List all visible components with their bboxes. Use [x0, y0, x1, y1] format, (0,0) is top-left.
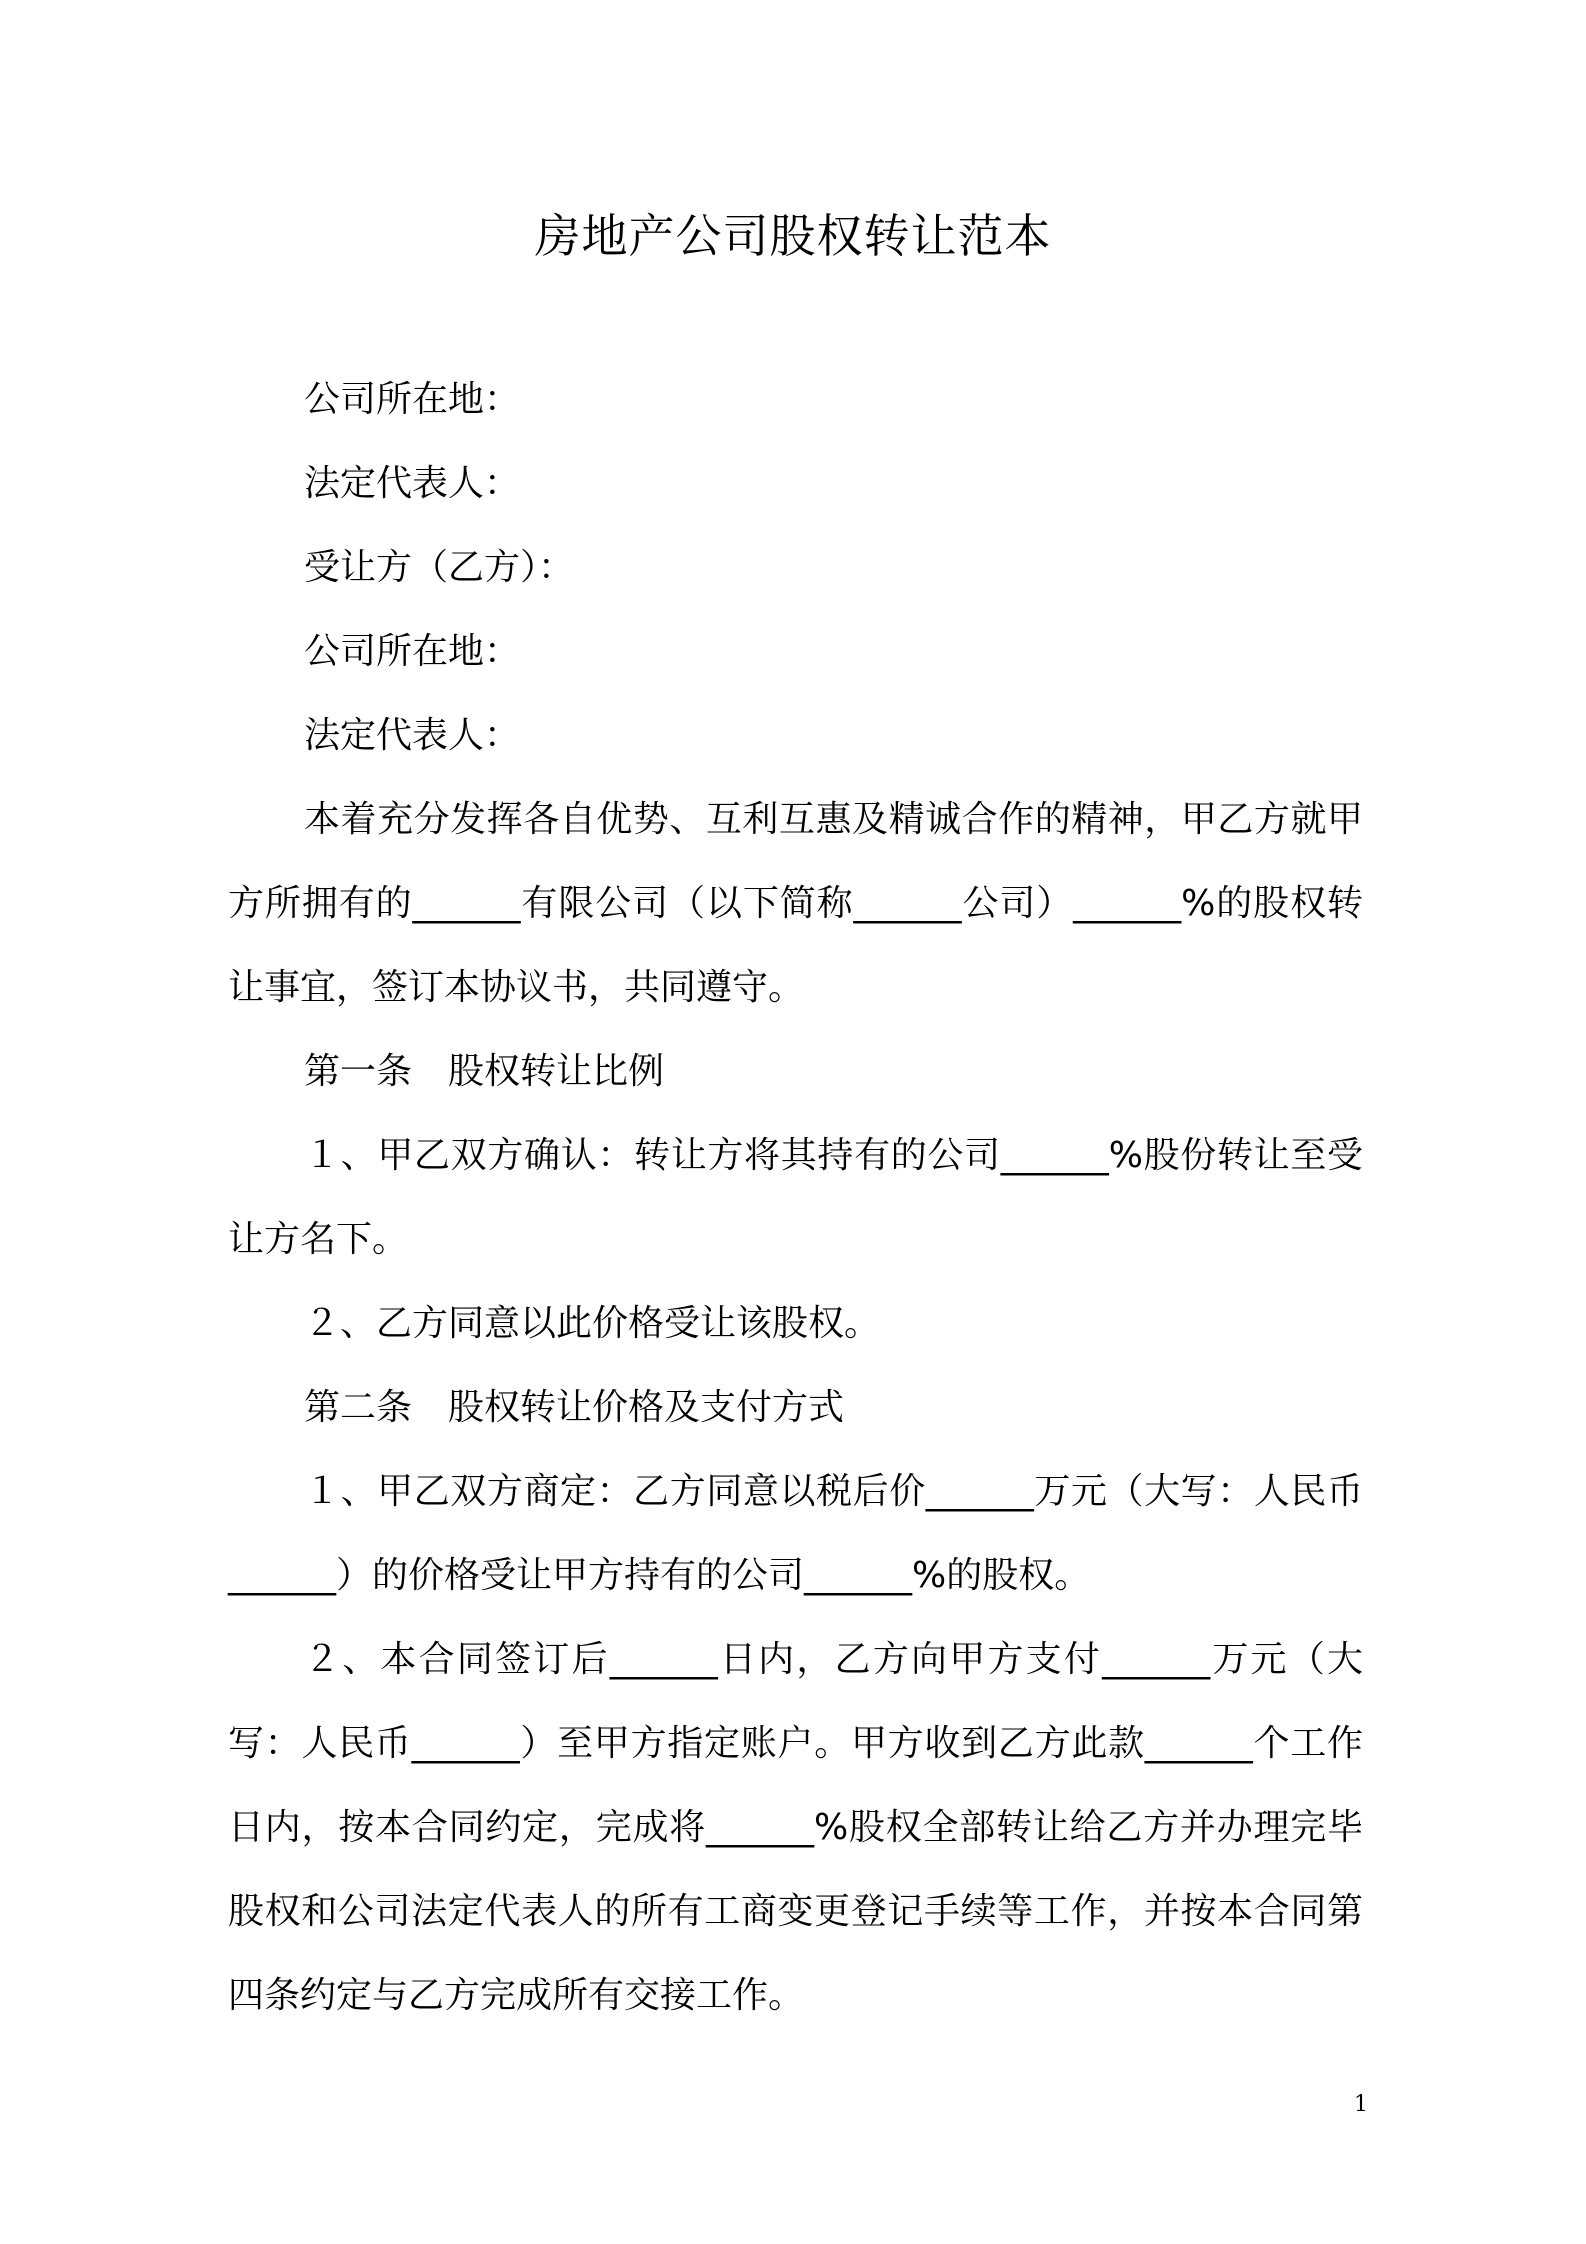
legal-representative-field-2: 法定代表人：: [304, 715, 521, 756]
preamble-paragraph: 本着充分发挥各自优势、互利互惠及精诚合作的精神，甲乙方就甲方所拥有的______有限公司（以下简称______公司）______%的股权转让事宜，签订本协议书，共同遵守。: [228, 799, 1363, 1008]
document-title: 房地产公司股权转让范本: [534, 209, 1052, 263]
page-number: 1: [1354, 2092, 1368, 2117]
article-two-heading: 第二条 股权转让价格及支付方式: [304, 1387, 845, 1428]
article-one-clause-1: １、甲乙双方确认：转让方将其持有的公司______%股份转让至受让方名下。: [228, 1135, 1363, 1260]
company-location-field-2: 公司所在地：: [304, 631, 521, 672]
article-one-heading: 第一条 股权转让比例: [304, 1051, 665, 1092]
transferee-field: 受让方（乙方）：: [304, 547, 575, 588]
article-two-clause-1: １、甲乙双方商定：乙方同意以税后价______万元（大写：人民币______）的价格受让甲方持有的公司______%的股权。: [228, 1471, 1363, 1596]
article-two-clause-2: ２、本合同签订后______日内，乙方向甲方支付______万元（大写：人民币______）至甲方指定账户。甲方收到乙方此款______个工作日内，按本合同约定，完成将______%股权全部转让给乙方并办理完毕股权和公司法定代表人的所有工商变更登记手续等工作，并按本合同第四条约定与乙方完成所有交接工作。: [228, 1639, 1363, 2016]
company-location-field-1: 公司所在地：: [304, 379, 521, 420]
article-one-clause-2: ２、乙方同意以此价格受让该股权。: [304, 1303, 881, 1344]
legal-representative-field-1: 法定代表人：: [304, 463, 521, 504]
document-body: [228, 358, 1363, 2038]
